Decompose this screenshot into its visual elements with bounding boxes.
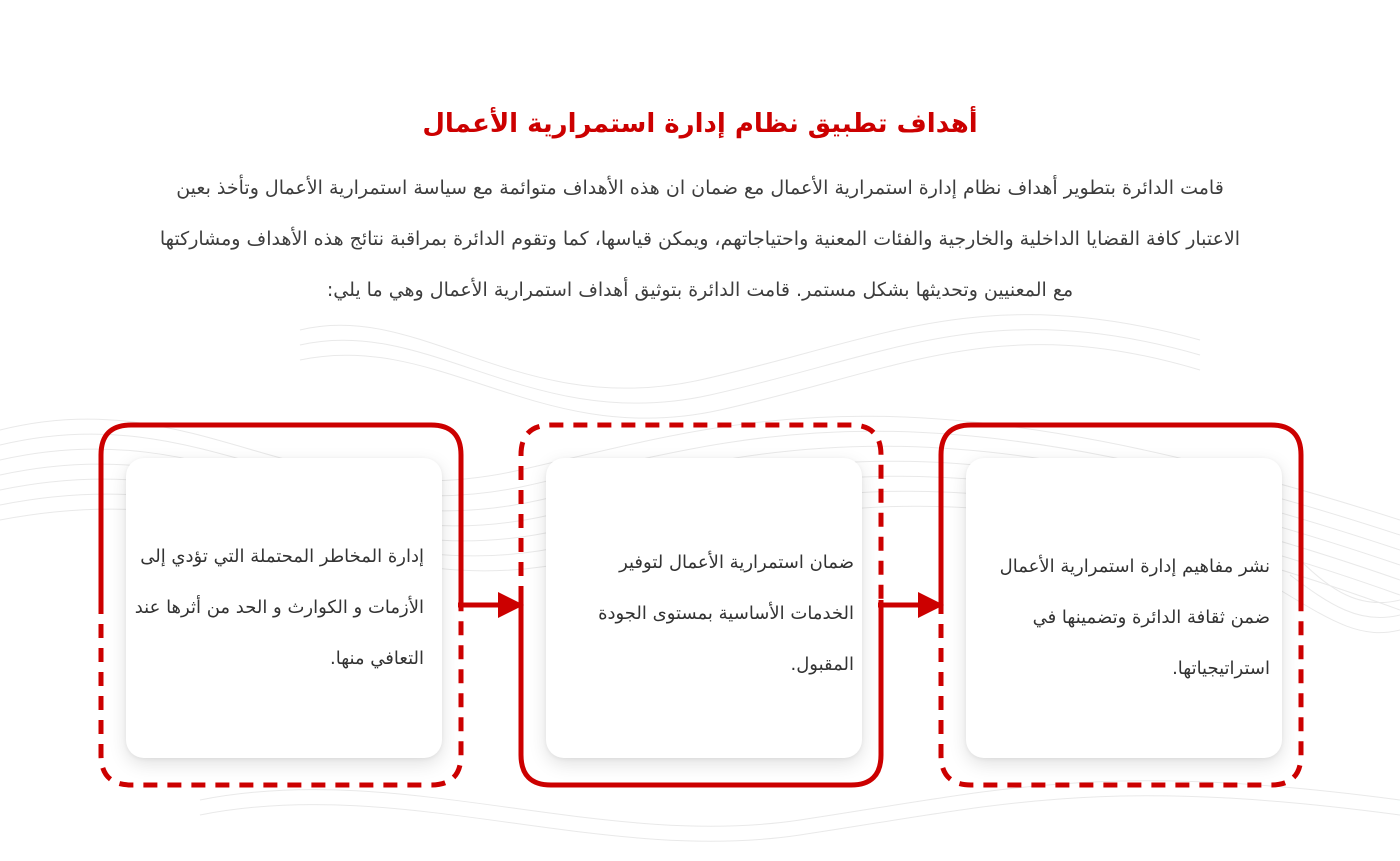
goal-text-right: نشر مفاهيم إدارة استمرارية الأعمال ضمن ثقافة الدائرة وتضمينها في استراتيجياتها.: [999, 556, 1270, 679]
connector-arrow-icon: [878, 588, 948, 622]
intro-paragraph: قامت الدائرة بتطوير أهداف نظام إدارة استمرارية الأعمال مع ضمان ان هذه الأهداف متوائمة مع سياسة استمرارية الأعمال وتأخذ بعين الاعتبار كافة القضايا الداخلية والخارجية والفئات المعنية واحتياجاتهم، ويمكن قياسها، كما وتقوم الدائرة بمراقبة نتائج هذه الأهداف ومشاركتها مع المعنيين وتحديثها بشكل مستمر. قامت الدائرة بتوثيق أهداف استمرارية الأعمال وهي ما يلي:: [159, 177, 1241, 301]
connector-arrow-icon: [458, 588, 528, 622]
goal-text-middle: ضمان استمرارية الأعمال لتوفير الخدمات الأساسية بمستوى الجودة المقبول.: [598, 552, 854, 675]
page-title: أهداف تطبيق نظام إدارة استمرارية الأعمال: [422, 109, 978, 139]
goal-text-left: إدارة المخاطر المحتملة التي تؤدي إلى الأزمات و الكوارث و الحد من أثرها عند التعافي منها.: [134, 546, 424, 669]
